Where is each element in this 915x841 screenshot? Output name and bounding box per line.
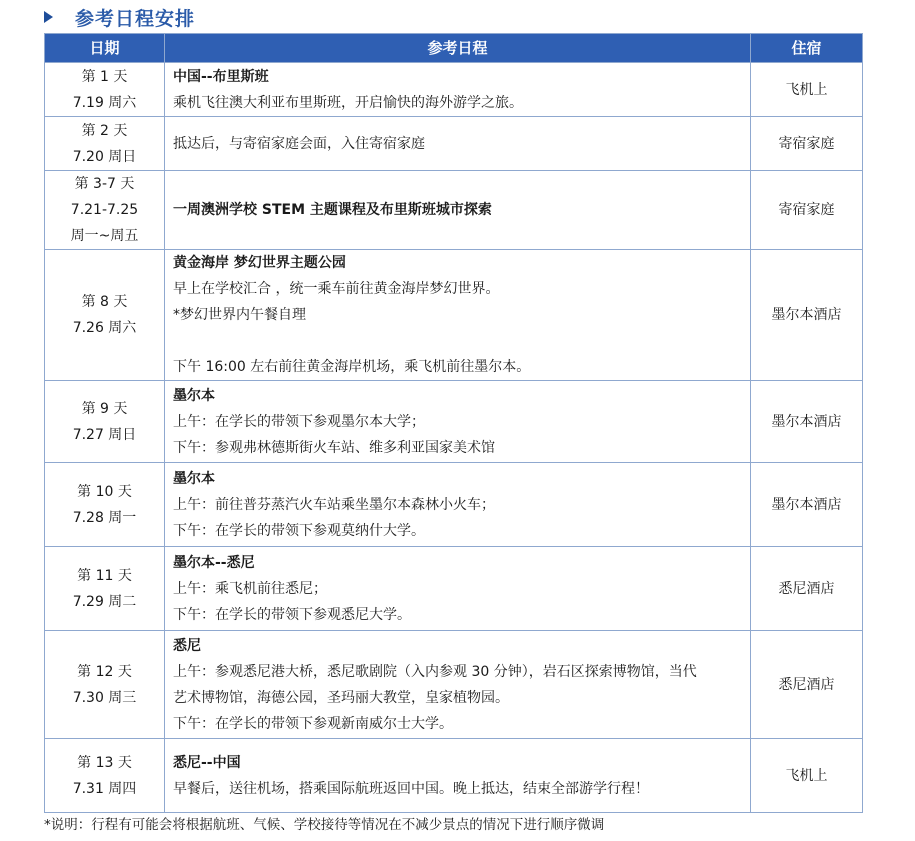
plan-cell [165, 547, 751, 631]
plan-line: 下午：在学长的带领下参观莫纳什大学。 [173, 522, 425, 539]
plan-cell [165, 631, 751, 739]
date-label: 7.30 周三 [72, 689, 137, 706]
day-label: 第 1 天 [81, 68, 128, 85]
plan-heading: 中国--布里斯班 [173, 68, 269, 85]
date-cell [45, 250, 165, 381]
day-label: 第 12 天 [77, 663, 132, 680]
plan-line: 早上在学校汇合 ，统一乘车前往黄金海岸梦幻世界。 [173, 281, 500, 297]
day-label: 第 11 天 [77, 567, 132, 584]
plan-line: 下午 16:00 左右前往黄金海岸机场，乘飞机前往墨尔本。 [173, 359, 531, 375]
plan-heading: 悉尼 [173, 637, 201, 654]
plan-cell [165, 171, 751, 250]
day-label: 第 8 天 [81, 294, 128, 310]
table-row [45, 117, 863, 171]
plan-cell [165, 117, 751, 171]
date-cell [45, 631, 165, 739]
table-row [45, 250, 863, 381]
header-stay: 住宿 [751, 34, 863, 63]
plan-heading: 墨尔本--悉尼 [173, 554, 255, 571]
date-label: 7.27 周日 [72, 426, 137, 443]
date-label: 7.26 周六 [72, 320, 137, 336]
plan-cell [165, 250, 751, 381]
plan-heading: 黄金海岸 梦幻世界主题公园 [173, 255, 346, 271]
table-row [45, 63, 863, 117]
table-row [45, 463, 863, 547]
stay-cell: 墨尔本酒店 [751, 463, 863, 547]
day-label: 第 3-7 天 [74, 176, 135, 192]
itinerary-table [44, 33, 863, 813]
plan-cell [165, 463, 751, 547]
plan-line: 下午：在学长的带领下参观悉尼大学。 [173, 606, 411, 623]
date-cell [45, 381, 165, 463]
date-cell [45, 739, 165, 813]
plan-line: 上午：参观悉尼港大桥，悉尼歌剧院（入内参观 30 分钟），岩石区探索博物馆，当代 [173, 663, 697, 680]
table-row [45, 631, 863, 739]
plan-line: 下午：参观弗林德斯街火车站、维多利亚国家美术馆 [173, 439, 495, 456]
plan-cell [165, 381, 751, 463]
arrow-right-icon [44, 11, 53, 23]
section-header [44, 4, 195, 30]
plan-line: 下午：在学长的带领下参观新南威尔士大学。 [173, 715, 453, 732]
plan-line: 上午：在学长的带领下参观墨尔本大学； [173, 413, 425, 430]
stay-cell: 悉尼酒店 [751, 547, 863, 631]
footnote: *说明：行程有可能会将根据航班、气候、学校接待等情况在不减少景点的情况下进行顺序微调 [44, 817, 605, 833]
day-label: 第 13 天 [77, 754, 132, 771]
header-plan: 参考日程 [165, 34, 751, 63]
table-row [45, 547, 863, 631]
stay-cell: 墨尔本酒店 [751, 381, 863, 463]
date-cell [45, 463, 165, 547]
table-row [45, 381, 863, 463]
day-label: 第 10 天 [77, 483, 132, 500]
section-title: 参考日程安排 [75, 7, 196, 30]
plan-line: 上午：乘飞机前往悉尼； [173, 580, 327, 597]
stay-cell: 飞机上 [751, 63, 863, 117]
plan-heading: 墨尔本 [173, 387, 215, 404]
date-label: 7.19 周六 [72, 94, 137, 111]
stay-cell: 寄宿家庭 [751, 171, 863, 250]
date-label: 7.21-7.25 [70, 202, 139, 218]
plan-cell [165, 739, 751, 813]
date-cell [45, 171, 165, 250]
date-label: 7.29 周二 [72, 593, 137, 610]
date-label: 7.28 周一 [72, 509, 137, 526]
date-label: 7.20 周日 [72, 148, 137, 165]
plan-heading: 悉尼--中国 [173, 754, 241, 771]
stay-cell: 飞机上 [751, 739, 863, 813]
plan-line: 艺术博物馆，海德公园，圣玛丽大教堂，皇家植物园。 [173, 689, 509, 706]
plan-line: 乘机飞往澳大利亚布里斯班，开启愉快的海外游学之旅。 [173, 94, 523, 111]
table-row [45, 171, 863, 250]
blank-line [173, 328, 750, 354]
day-label: 第 9 天 [81, 400, 128, 417]
table-row [45, 739, 863, 813]
stay-cell: 墨尔本酒店 [751, 250, 863, 381]
stay-cell: 寄宿家庭 [751, 117, 863, 171]
plan-line: *梦幻世界内午餐自理 [173, 307, 306, 323]
header-date: 日期 [45, 34, 165, 63]
stay-cell: 悉尼酒店 [751, 631, 863, 739]
plan-line: 上午：前往普芬蒸汽火车站乘坐墨尔本森林小火车； [173, 496, 495, 513]
date-cell [45, 117, 165, 171]
plan-line: 抵达后，与寄宿家庭会面，入住寄宿家庭 [173, 135, 425, 152]
date-cell [45, 547, 165, 631]
date-label: 7.31 周四 [72, 780, 137, 797]
table-header-row [45, 34, 863, 63]
plan-cell [165, 63, 751, 117]
date-cell [45, 63, 165, 117]
plan-heading: 一周澳洲学校 STEM 主题课程及布里斯班城市探索 [173, 202, 492, 218]
plan-line: 早餐后，送往机场，搭乘国际航班返回中国。晚上抵达，结束全部游学行程！ [173, 780, 649, 797]
day-label: 第 2 天 [81, 122, 128, 139]
weekday-label: 周一~周五 [70, 228, 139, 244]
plan-heading: 墨尔本 [173, 470, 215, 487]
